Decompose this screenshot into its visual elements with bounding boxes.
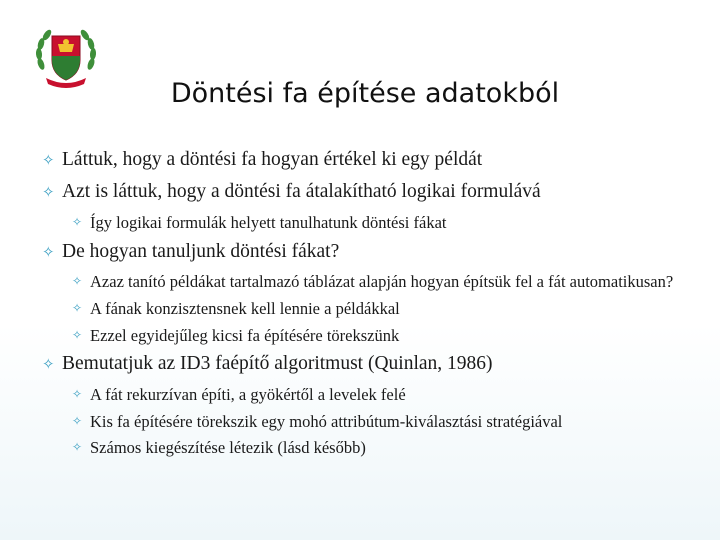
sub-bullet-item xyxy=(40,213,700,233)
bullet-icon: ✧ xyxy=(42,183,55,202)
bullet-icon: ✧ xyxy=(72,413,83,428)
bullet-icon: ✧ xyxy=(72,327,83,342)
sub-bullet-item xyxy=(40,272,700,292)
bullet-text: Így logikai formulák helyett tanulhatunk döntési fákat xyxy=(90,212,447,232)
bullet-icon: ✧ xyxy=(72,214,83,229)
sub-bullet-item xyxy=(40,438,700,458)
sub-bullet-item xyxy=(40,299,700,319)
bullet-item xyxy=(40,180,700,203)
sub-bullet-item xyxy=(40,385,700,405)
bullet-icon: ✧ xyxy=(72,440,83,455)
bullet-text: Azaz tanító példákat tartalmazó táblázat alapján hogyan építsük fel a fát automatikusan? xyxy=(90,271,674,291)
bullet-item xyxy=(40,148,700,171)
bullet-text: Ezzel egyidejűleg kicsi fa építésére törekszünk xyxy=(90,325,400,345)
bullet-text: De hogyan tanuljunk döntési fákat? xyxy=(62,240,340,262)
bullet-text: Láttuk, hogy a döntési fa hogyan értékel ki egy példát xyxy=(62,149,483,170)
bullet-text: A fának konzisztensnek kell lennie a példákkal xyxy=(90,298,400,318)
bullet-item xyxy=(40,352,700,375)
bullet-icon: ✧ xyxy=(42,151,55,169)
bullet-item xyxy=(40,240,700,263)
bullet-list xyxy=(40,148,700,465)
bullet-text: A fát rekurzívan építi, a gyökértől a levelek felé xyxy=(90,384,406,404)
bullet-text: Számos kiegészítése létezik (lásd később) xyxy=(90,438,366,458)
bullet-text: Bemutatjuk az ID3 faépítő algoritmust (Quinlan, 1986) xyxy=(62,353,493,375)
bullet-text: Kis fa építésére törekszik egy mohó attribútum-kiválasztási stratégiával xyxy=(90,411,563,431)
bullet-text: Azt is láttuk, hogy a döntési fa átalakítható logikai formulává xyxy=(62,181,541,203)
slide-title: Döntési fa építése adatokból xyxy=(170,78,560,109)
bullet-icon: ✧ xyxy=(72,273,83,288)
sub-bullet-item xyxy=(40,326,700,346)
bullet-icon: ✧ xyxy=(42,355,55,374)
bullet-icon: ✧ xyxy=(42,242,55,261)
bullet-icon: ✧ xyxy=(72,386,83,401)
sub-bullet-item xyxy=(40,412,700,432)
bullet-icon: ✧ xyxy=(72,300,83,315)
